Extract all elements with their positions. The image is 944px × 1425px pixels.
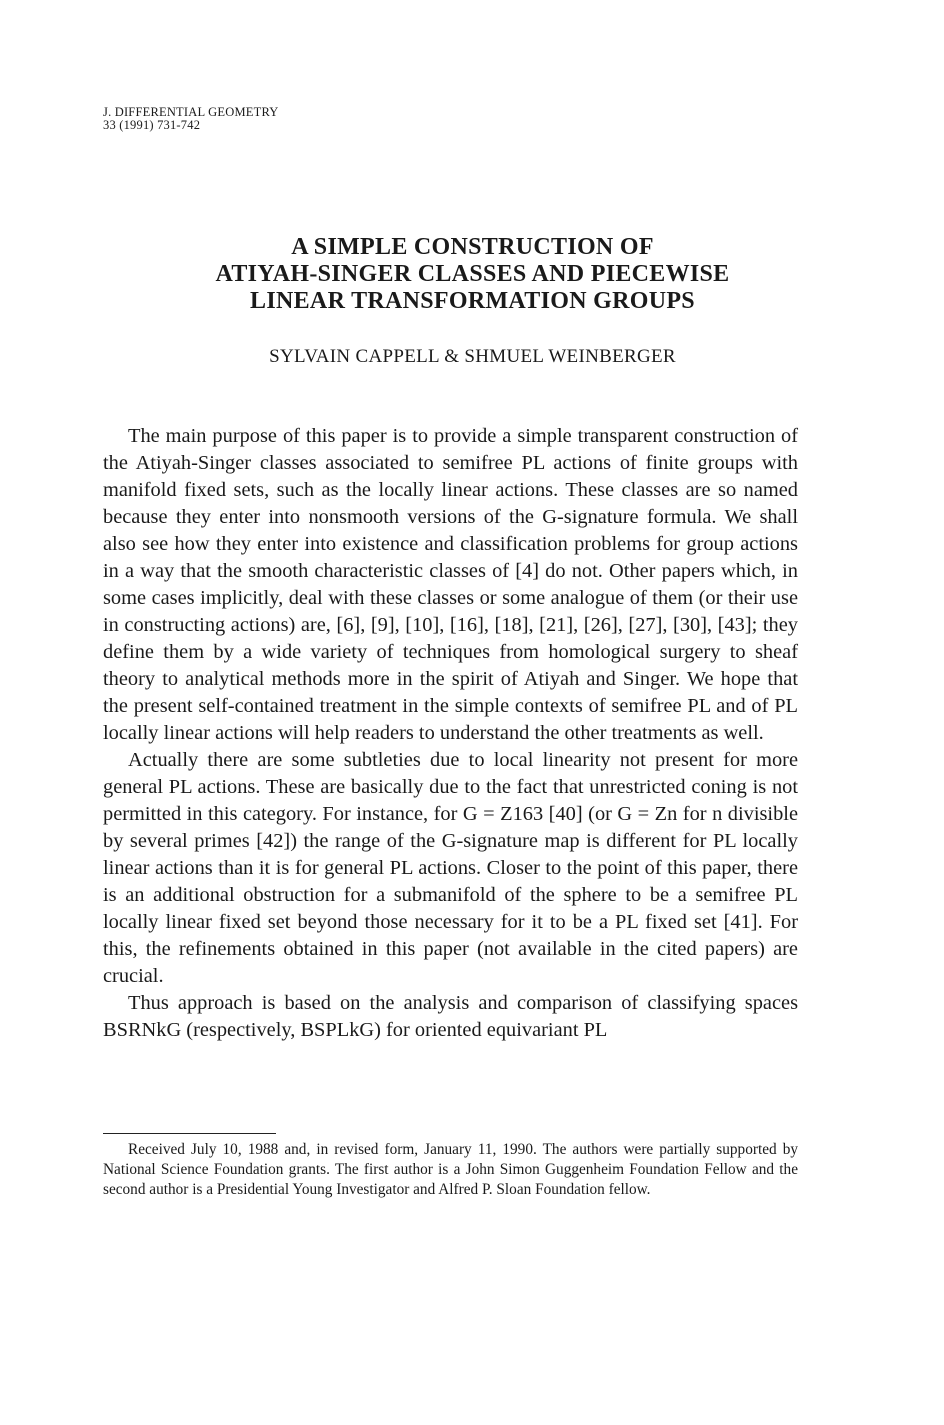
paper-authors: SYLVAIN CAPPELL & SHMUEL WEINBERGER [269, 346, 676, 367]
body-text [103, 423, 798, 1044]
footnote [103, 1140, 798, 1200]
paragraph: Thus approach is based on the analysis and comparison of classifying spaces BSRNkG (respectively, BSPLkG) for oriented equivariant PL [103, 992, 798, 1041]
journal-name: J. DIFFERENTIAL GEOMETRY [103, 105, 279, 119]
paper-title [100, 234, 845, 315]
footnote-text: Received July 10, 1988 and, in revised form, January 11, 1990. The authors were partially supported by National Science Foundation grants. The first author is a John Simon Guggenheim Foundation Fellow and the second author is a Presidential Young Investigator and Alfred P. Sloan Foundation fellow. [103, 1141, 798, 1198]
title-line: A SIMPLE CONSTRUCTION OF [291, 234, 654, 260]
paragraph: The main purpose of this paper is to provide a simple transparent construction of the Atiyah-Singer classes associated to semifree PL actions of finite groups with manifold fixed sets, such as the locally linear actions. These classes are so named because they enter into nonsmooth versions of the G-signature formula. We shall also see how they enter into existence and classification problems for group actions in a way that the smooth characteristic classes of [4] do not. Other papers which, in some cases implicitly, deal with these classes or some analogue of them (or their use in constructing actions) are, [6], [9], [10], [16], [18], [21], [26], [27], [30], [43]; they define them by a wide variety of techniques from homological surgery to sheaf theory to analytical methods more in the spirit of Atiyah and Singer. We hope that the present self-contained treatment in the simple contexts of semifree PL and of PL locally linear actions will help readers to understand the other treatments as well. [103, 425, 798, 744]
footnote-divider [103, 1133, 276, 1134]
title-line: LINEAR TRANSFORMATION GROUPS [250, 288, 695, 314]
journal-volume: 33 (1991) 731-742 [103, 118, 201, 132]
journal-header [103, 106, 279, 132]
title-line: ATIYAH-SINGER CLASSES AND PIECEWISE [215, 261, 730, 287]
paragraph: Actually there are some subtleties due to local linearity not present for more general PL actions. These are basically due to the fact that unrestricted coning is not permitted in this category. For instance, for G = Z163 [40] (or G = Zn for n divisible by several primes [42]) the range of the G-signature map is different for PL locally linear actions than it is for general PL actions. Closer to the point of this paper, there is an additional obstruction for a submanifold of the sphere to be a semifree PL locally linear fixed set beyond those necessary for it to be a PL fixed set [41]. For this, the refinements obtained in this paper (not available in the cited papers) are crucial. [103, 749, 798, 987]
